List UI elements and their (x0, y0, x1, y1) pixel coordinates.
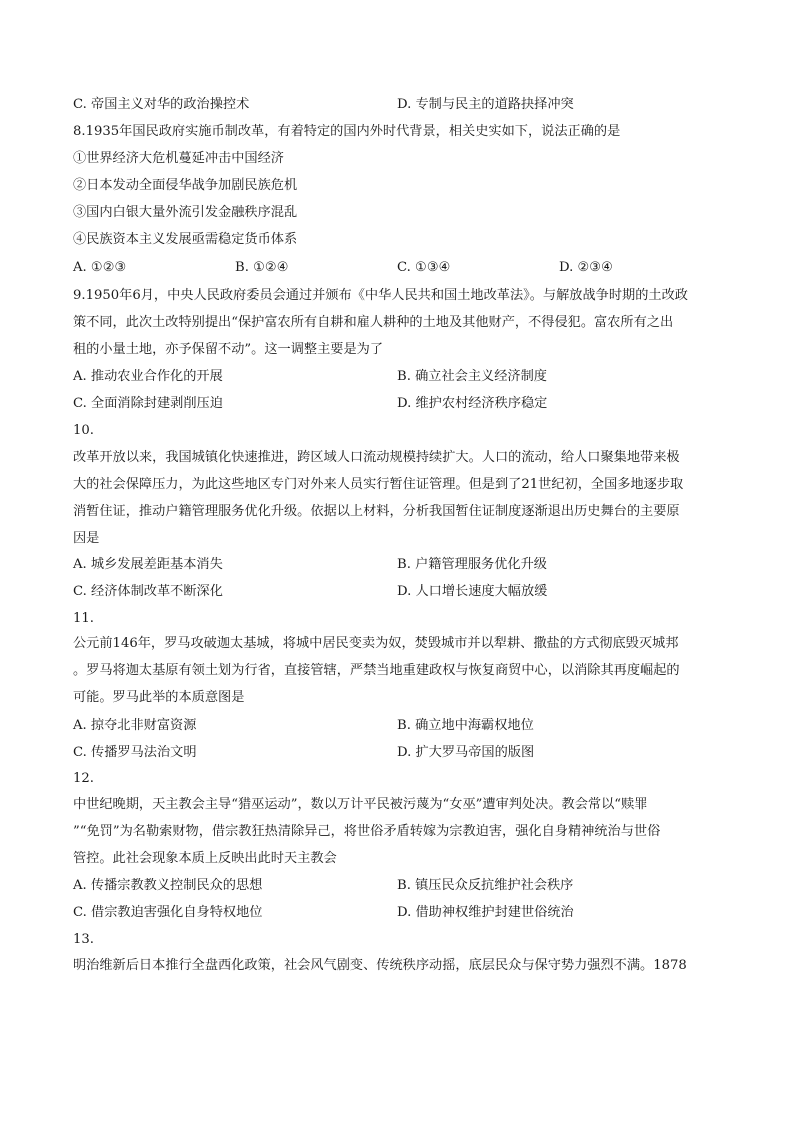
q12-stem-line-1: 中世纪晚期，天主教会主导“猎巫运动”，数以万计平民被污蔑为“女巫”遭审判处决。教会常以“赎罪 (73, 797, 648, 812)
q13-number: 13. (73, 932, 94, 947)
q12-option-c: C. 借宗教迫害强化自身特权地位 (73, 905, 263, 920)
q9-option-c: C. 全面消除封建剥削压迫 (73, 396, 223, 411)
q9-stem-line-3: 租的小量土地，亦予保留不动”。这一调整主要是为了 (73, 342, 384, 357)
q9-stem-line-2: 策不同，此次土改特别提出“保护富农所有自耕和雇人耕种的土地及其他财产，不得侵犯。富农所有之出 (73, 315, 674, 330)
q10-stem-line-2: 大的社会保障压力，为此这些地区专门对外来人员实行暂住证管理。但是到了21世纪初，全国多地逐步取 (73, 477, 684, 492)
q7-option-d: D. 专制与民主的道路抉择冲突 (397, 97, 574, 112)
q9-option-d: D. 维护农村经济秩序稳定 (397, 396, 548, 411)
q12-option-d: D. 借助神权维护封建世俗统治 (397, 905, 574, 920)
q8-option-a: A. ①②③ (73, 260, 127, 275)
q10-stem-line-4: 因是 (73, 531, 100, 546)
q8-option-d: D. ②③④ (559, 260, 613, 275)
q11-stem-line-3: 可能。罗马此举的本质意图是 (73, 690, 245, 705)
q12-option-b: B. 镇压民众反抗维护社会秩序 (397, 878, 574, 893)
q8-stem: 8.1935年国民政府实施币制改革，有着特定的国内外时代背景，相关史实如下，说法正确的是 (73, 124, 621, 139)
q9-option-b: B. 确立社会主义经济制度 (397, 369, 547, 384)
q10-option-d: D. 人口增长速度大幅放缓 (397, 584, 548, 599)
q11-option-b: B. 确立地中海霸权地位 (397, 718, 534, 733)
q11-number: 11. (73, 611, 94, 626)
q10-option-c: C. 经济体制改革不断深化 (73, 584, 223, 599)
q9-option-a: A. 推动农业合作化的开展 (73, 369, 223, 384)
q7-option-c: C. 帝国主义对华的政治操控术 (73, 97, 250, 112)
q10-option-b: B. 户籍管理服务优化升级 (397, 557, 547, 572)
q11-stem-line-2: 。罗马将迦太基原有领土划为行省，直接管辖，严禁当地重建政权与恢复商贸中心，以消除其再度崛起的 (73, 663, 680, 678)
q10-number: 10. (73, 423, 94, 438)
q8-option-c: C. ①③④ (397, 260, 451, 275)
q11-option-d: D. 扩大罗马帝国的版图 (397, 745, 535, 760)
q8-item-4: ④民族资本主义发展亟需稳定货币体系 (73, 232, 298, 247)
q9-stem-line-1: 9.1950年6月，中央人民政府委员会通过并颁布《中华人民共和国土地改革法》。与解放战争时期的土改政 (73, 288, 688, 303)
q13-stem-line-1: 明治维新后日本推行全盘西化政策，社会风气剧变、传统秩序动摇，底层民众与保守势力强烈不满。1878 (73, 958, 687, 973)
q10-option-a: A. 城乡发展差距基本消失 (73, 557, 223, 572)
q11-option-a: A. 掠夺北非财富资源 (73, 718, 197, 733)
q12-stem-line-2: ”“免罚”为名勒索财物，借宗教狂热清除异己，将世俗矛盾转嫁为宗教迫害，强化自身精神统治与世俗 (73, 824, 661, 839)
q8-item-3: ③国内白银大量外流引发金融秩序混乱 (73, 205, 298, 220)
q12-number: 12. (73, 771, 94, 786)
q10-stem-line-3: 消暂住证，推动户籍管理服务优化升级。依据以上材料，分析我国暂住证制度逐渐退出历史舞台的主要原 (73, 504, 680, 519)
q8-option-b: B. ①②④ (235, 260, 289, 275)
q11-stem-line-1: 公元前146年，罗马攻破迦太基城，将城中居民变卖为奴，焚毁城市并以犁耕、撒盐的方式彻底毁灭城邦 (73, 636, 679, 651)
q12-stem-line-3: 管控。此社会现象本质上反映出此时天主教会 (73, 851, 337, 866)
q12-option-a: A. 传播宗教教义控制民众的思想 (73, 878, 263, 893)
q10-stem-line-1: 改革开放以来，我国城镇化快速推进，跨区域人口流动规模持续扩大。人口的流动，给人口聚集地带来极 (73, 450, 680, 465)
q8-item-1: ①世界经济大危机蔓延冲击中国经济 (73, 151, 284, 166)
q8-item-2: ②日本发动全面侵华战争加剧民族危机 (73, 178, 298, 193)
q11-option-c: C. 传播罗马法治文明 (73, 745, 197, 760)
